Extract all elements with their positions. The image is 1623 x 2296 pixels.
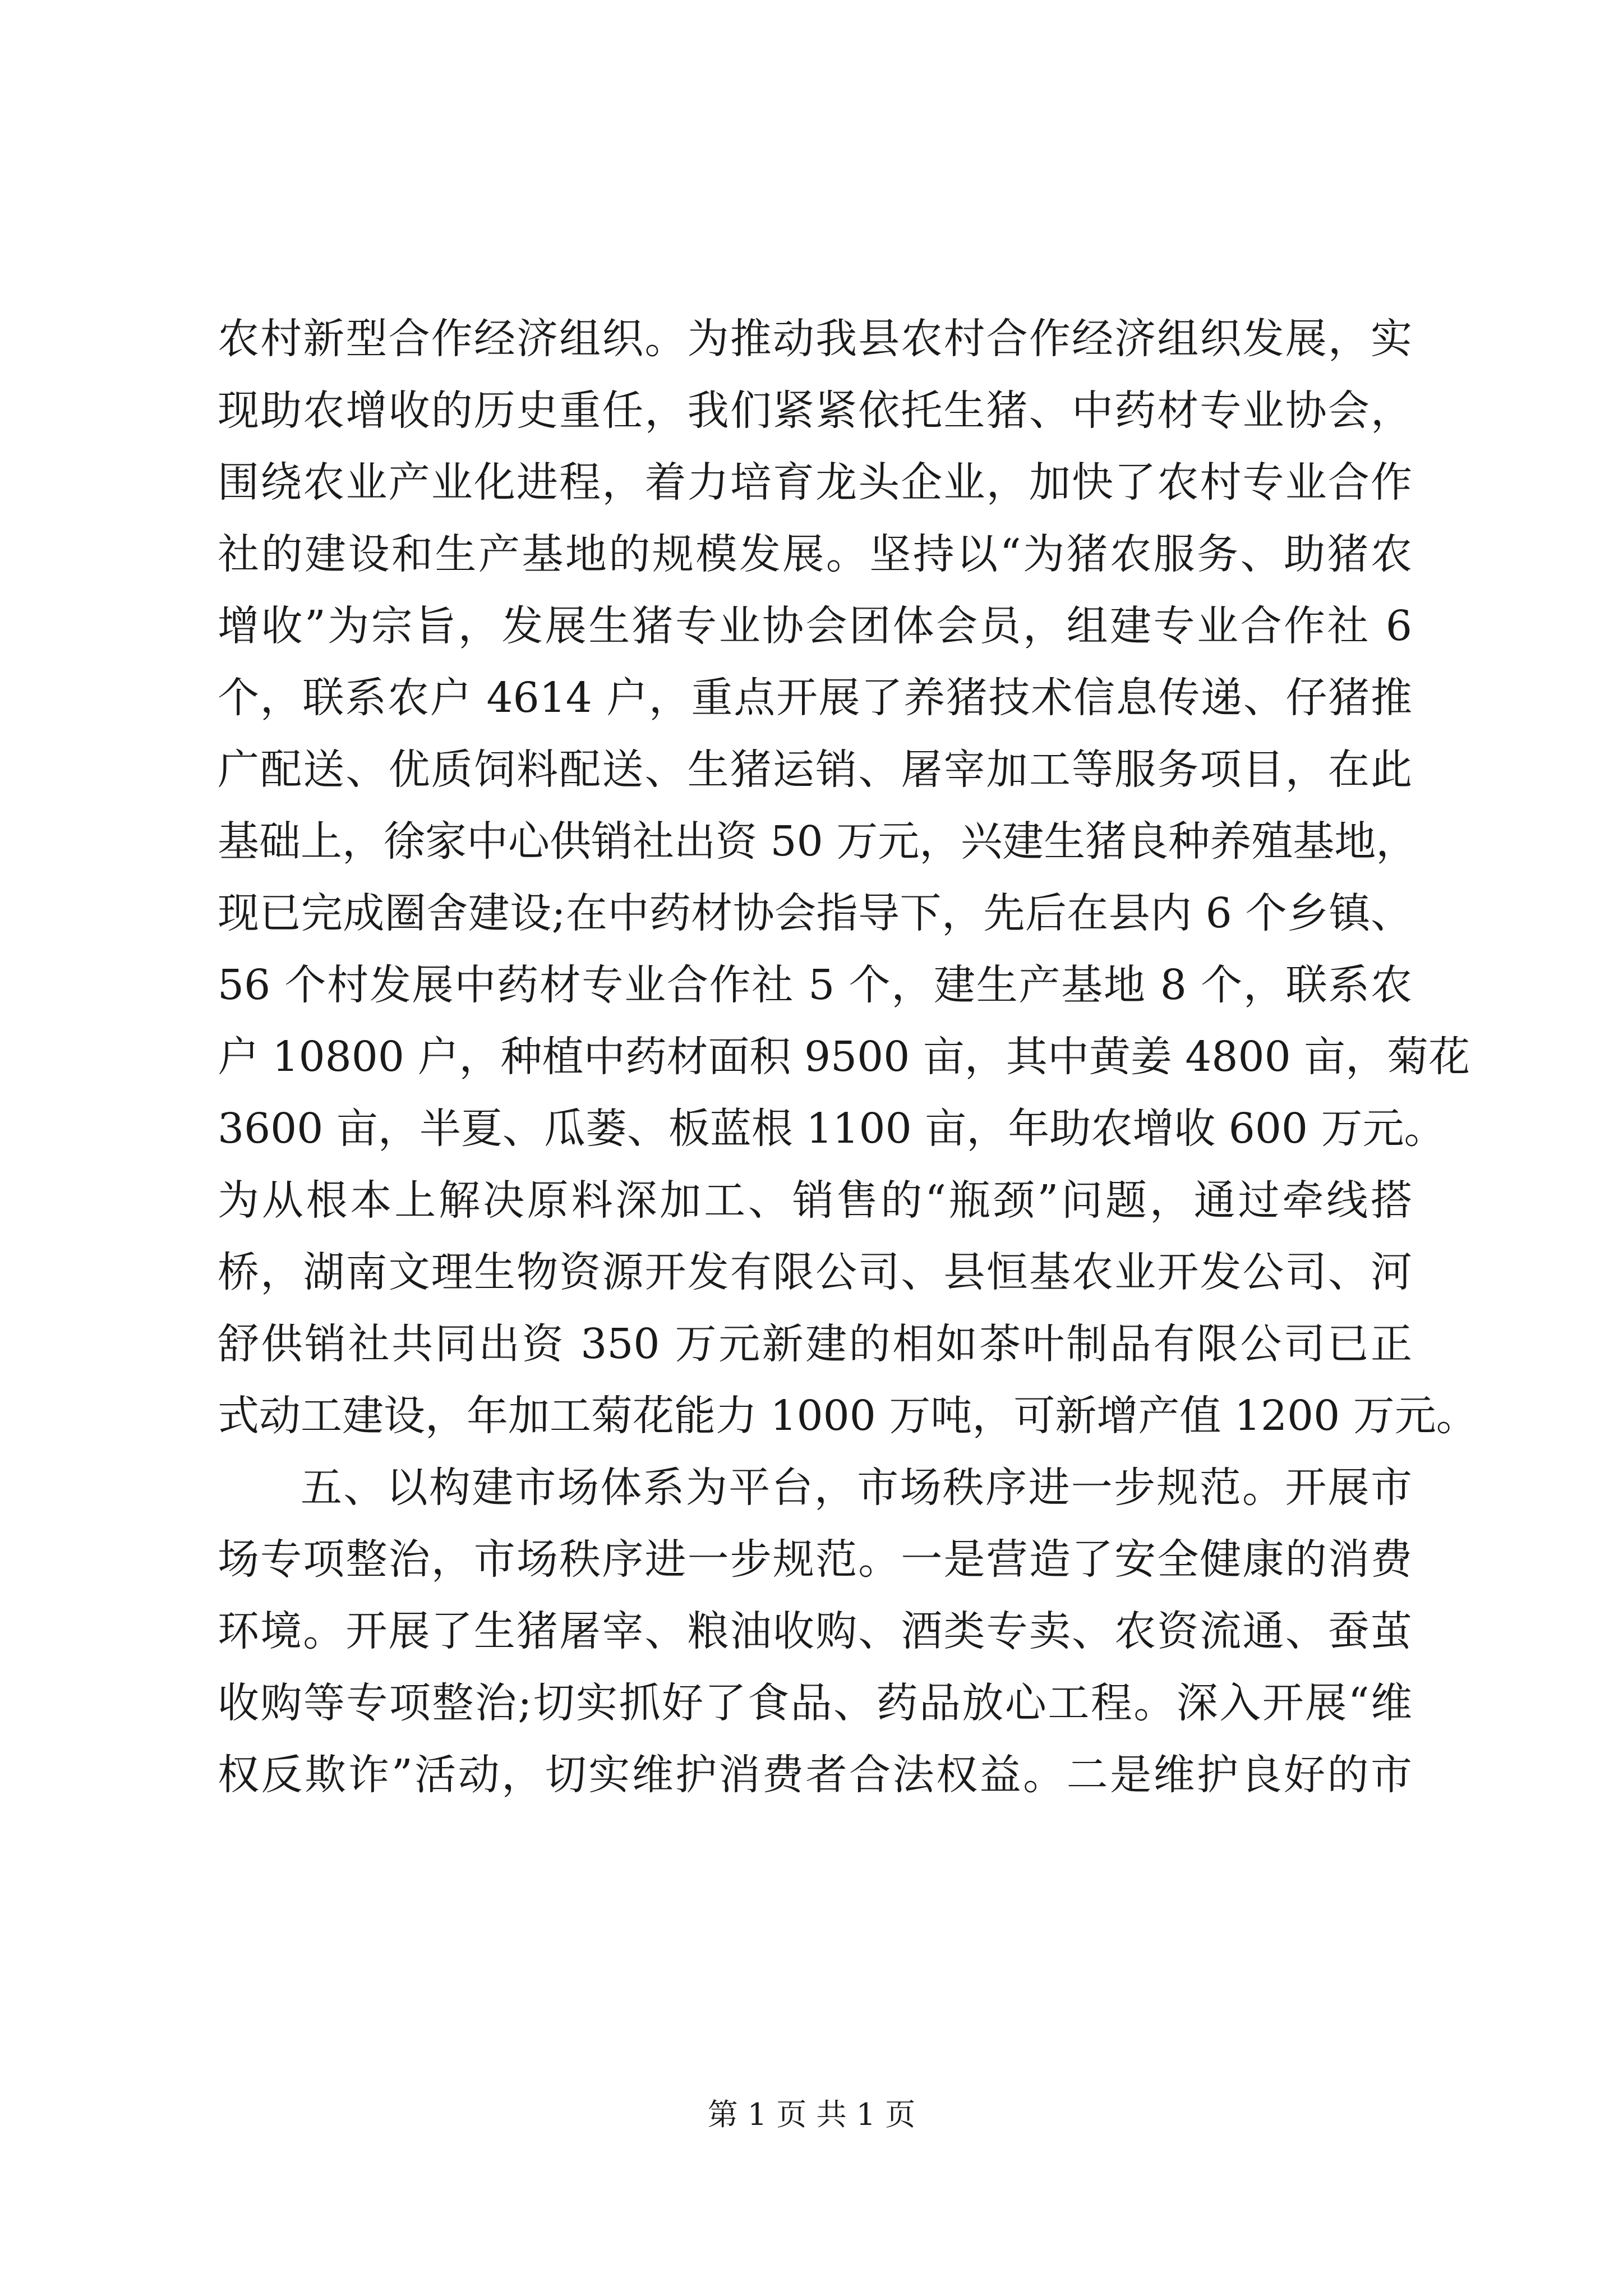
text-line: 农村新型合作经济组织。为推动我县农村合作经济组织发展，实 bbox=[218, 315, 1412, 363]
page-footer bbox=[0, 2092, 1623, 2137]
text-line: 广配送、优质饲料配送、生猪运销、屠宰加工等服务项目，在此 bbox=[218, 746, 1412, 794]
text-line: 权反欺诈”活动，切实维护消费者合法权益。二是维护良好的市 bbox=[218, 1751, 1412, 1799]
text-line: 社的建设和生产基地的规模发展。坚持以“为猪农服务、助猪农 bbox=[218, 530, 1412, 578]
text-line: 环境。开展了生猪屠宰、粮油收购、酒类专卖、农资流通、蚕茧 bbox=[218, 1607, 1412, 1655]
paragraph-end-line: 式动工建设，年加工菊花能力 1000 万吨，可新增产值 1200 万元。 bbox=[218, 1392, 1478, 1440]
text-line: 个，联系农户 4614 户，重点开展了养猪技术信息传递、仔猪推 bbox=[218, 674, 1412, 722]
text-line: 增收”为宗旨，发展生猪专业协会团体会员，组建专业合作社 6 bbox=[218, 602, 1412, 650]
text-line: 舒供销社共同出资 350 万元新建的相如茶叶制品有限公司已正 bbox=[218, 1320, 1412, 1368]
text-line: 收购等专项整治;切实抓好了食品、药品放心工程。深入开展“维 bbox=[218, 1679, 1412, 1727]
text-line: 现已完成圈舍建设;在中药材协会指导下，先后在县内 6 个乡镇、 bbox=[218, 889, 1412, 937]
text-line: 3600 亩，半夏、瓜蒌、板蓝根 1100 亩，年助农增收 600 万元。 bbox=[218, 1105, 1446, 1153]
paragraph-first-line: 五、以构建市场体系为平台，市场秩序进一步规范。开展市 bbox=[301, 1464, 1412, 1512]
text-line: 场专项整治，市场秩序进一步规范。一是营造了安全健康的消费 bbox=[218, 1535, 1412, 1584]
page-number-label: 第 1 页 共 1 页 bbox=[707, 2097, 916, 2132]
body-text bbox=[218, 303, 1478, 1811]
text-line: 桥，湖南文理生物资源开发有限公司、县恒基农业开发公司、河 bbox=[218, 1248, 1412, 1296]
text-line: 56 个村发展中药材专业合作社 5 个，建生产基地 8 个，联系农 bbox=[218, 961, 1412, 1009]
text-line: 户 10800 户，种植中药材面积 9500 亩，其中黄姜 4800 亩，菊花 bbox=[218, 1033, 1470, 1081]
text-line: 基础上，徐家中心供销社出资 50 万元，兴建生猪良种养殖基地， bbox=[218, 817, 1418, 866]
text-line: 为从根本上解决原料深加工、销售的“瓶颈”问题，通过牵线搭 bbox=[218, 1176, 1412, 1225]
text-line: 围绕农业产业化进程，着力培育龙头企业，加快了农村专业合作 bbox=[218, 458, 1412, 507]
text-line: 现助农增收的历史重任，我们紧紧依托生猪、中药材专业协会， bbox=[218, 386, 1412, 435]
